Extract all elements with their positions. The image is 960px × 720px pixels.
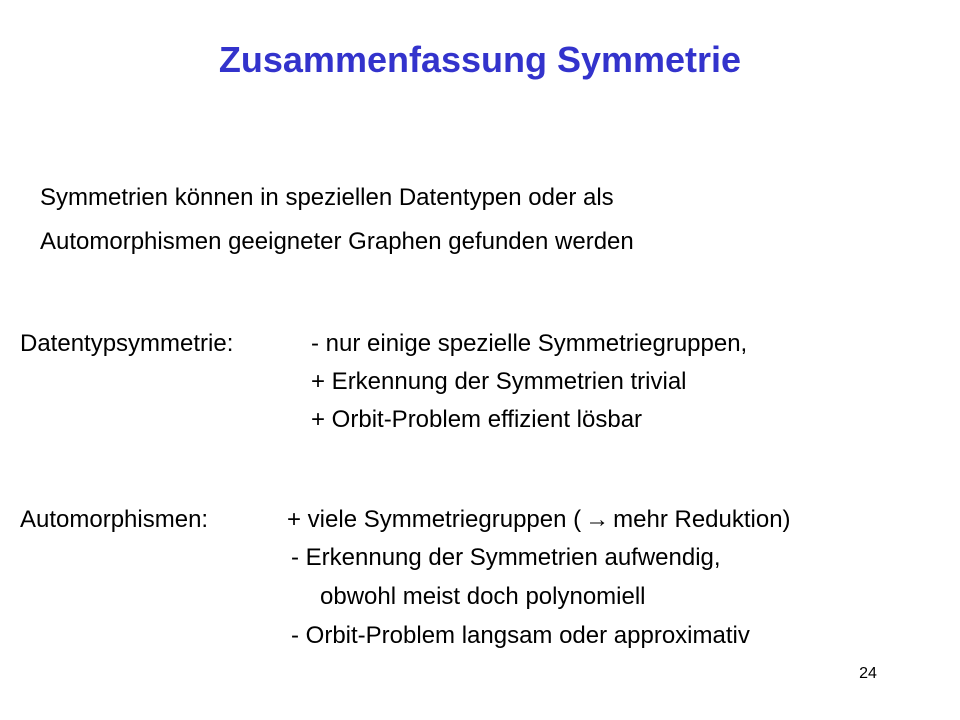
datentyp-point-1: - nur einige spezielle Symmetriegruppen, bbox=[311, 330, 748, 357]
automorphismen-point-1-end: mehr Reduktion) bbox=[613, 506, 791, 533]
page-number: 24 bbox=[859, 665, 877, 682]
automorphismen-point-2: - Erkennung der Symmetrien aufwendig, bbox=[291, 544, 721, 571]
automorphismen-point-1-start: + viele Symmetriegruppen ( bbox=[287, 506, 582, 533]
intro-line-2: Automorphismen geeigneter Graphen gefunden werden bbox=[40, 228, 634, 255]
right-arrow-icon: → bbox=[585, 506, 610, 533]
automorphismen-point-3: - Orbit-Problem langsam oder approximativ bbox=[291, 622, 750, 649]
automorphismen-point-1 bbox=[287, 506, 791, 534]
datentyp-point-2: + Erkennung der Symmetrien trivial bbox=[311, 368, 687, 395]
slide-title: Zusammenfassung Symmetrie bbox=[218, 39, 742, 80]
automorphismen-label: Automorphismen: bbox=[20, 506, 209, 533]
datentyp-label: Datentypsymmetrie: bbox=[20, 330, 234, 357]
intro-line-1: Symmetrien können in speziellen Datentypen oder als bbox=[40, 184, 614, 211]
automorphismen-point-2-continuation: obwohl meist doch polynomiell bbox=[320, 583, 646, 610]
datentyp-point-3: + Orbit-Problem effizient lösbar bbox=[311, 406, 643, 433]
